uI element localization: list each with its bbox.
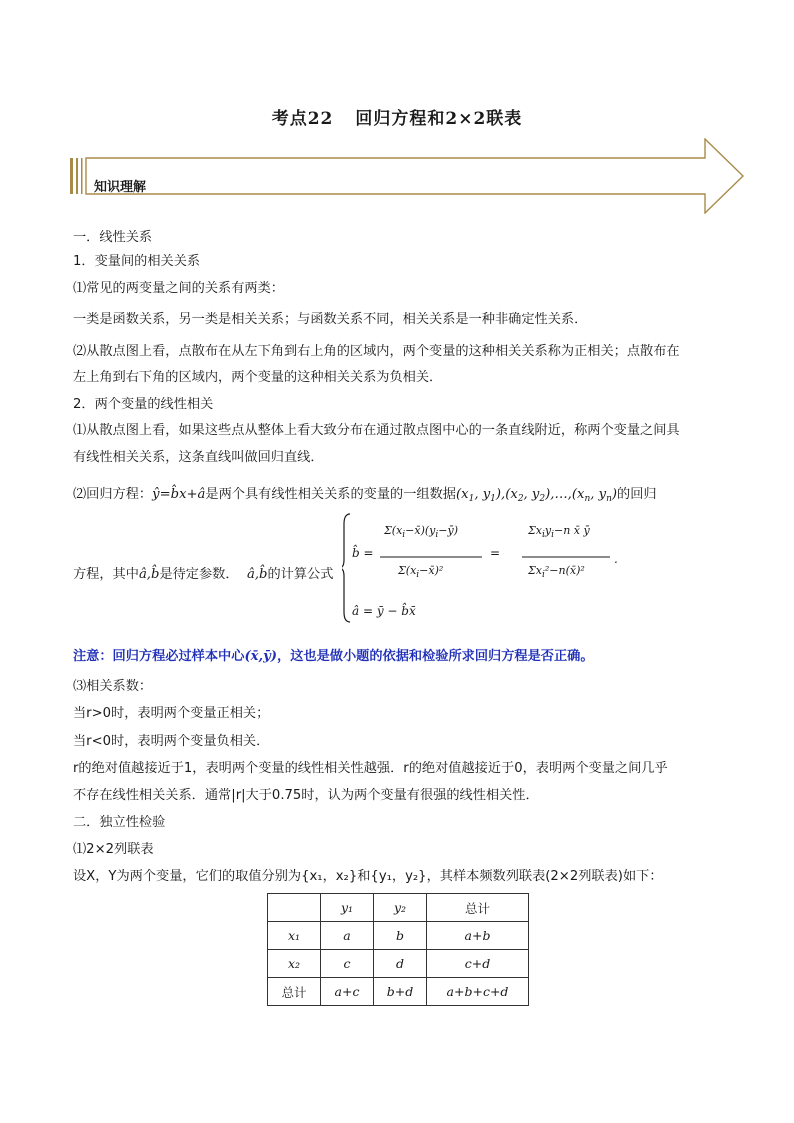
table-cell: y₁: [321, 894, 374, 922]
table-cell: a: [321, 922, 374, 950]
page-title: 考点22 回归方程和2×2联表: [271, 109, 523, 129]
text-line: r的绝对值越接近于1，表明两个变量的线性相关性越强．r的绝对值越接近于0，表明两个变量之间几乎: [73, 761, 668, 776]
text-line: 设X，Y为两个变量，它们的取值分别为{x₁，x₂}和{y₁，y₂}，其样本频数列联表(2×2列联表)如下：: [73, 869, 663, 884]
text-line: ⑴从散点图上看，如果这些点从整体上看大致分布在通过散点图中心的一条直线附近，称两个变量之间具: [73, 423, 680, 438]
table-cell: b+d: [374, 978, 427, 1006]
contingency-table: [267, 893, 529, 1006]
table-cell: c+d: [427, 950, 529, 978]
table-row: [268, 922, 529, 950]
table-cell: x₁: [268, 922, 321, 950]
banner-label: 知识理解: [94, 180, 147, 195]
heading-linear: 一．线性关系: [73, 230, 153, 245]
table-cell: b: [374, 922, 427, 950]
regression-equation-line: ⑵回归方程：ŷ=b̂x+â是两个具有线性相关关系的变量的一组数据($x_1$, $y_1),(x_2$, $y_2),\dots,(x_n$, $y_n$)的回归: [73, 487, 657, 504]
subheading-correlation-coefficient: ⑶相关系数：: [73, 679, 153, 694]
table-row: [268, 950, 529, 978]
table-cell: 总计: [268, 978, 321, 1006]
table-header-row: [268, 894, 529, 922]
subheading-linear-correlation: 2．两个变量的线性相关: [73, 397, 214, 412]
regression-formula: b̂ = $\Sigma(x_i-x̄)(y_i-ȳ)$ $\Sigma(x_i-x̄)^2$ = $\Sigma x_iy_i-n$ x̄ ȳ $\Sigma x_i^2-n(x̄)^2$ . â = ȳ − b̂x̄: [342, 512, 632, 624]
text-line: 不存在线性相关关系．通常|r|大于0.75时，认为两个变量有很强的线性相关性．: [73, 788, 539, 803]
parameter-line: 方程，其中â,b̂是待定参数． â,b̂的计算公式: [73, 567, 334, 582]
table-cell: d: [374, 950, 427, 978]
table-cell: a+b: [427, 922, 529, 950]
text-line: 左上角到右下角的区域内，两个变量的这种相关关系为负相关．: [73, 370, 443, 385]
text-line: 一类是函数关系，另一类是相关关系；与函数关系不同，相关关系是一种非确定性关系．: [73, 312, 588, 327]
text-line: 当r<0时，表明两个变量负相关．: [73, 734, 270, 749]
table-cell: c: [321, 950, 374, 978]
table-cell: y₂: [374, 894, 427, 922]
table-cell: x₂: [268, 950, 321, 978]
table-cell: a+c: [321, 978, 374, 1006]
heading-independence-test: 二．独立性检验: [73, 815, 166, 830]
table-cell: 总计: [427, 894, 529, 922]
text-line: 有线性相关关系，这条直线叫做回归直线．: [73, 450, 324, 465]
table-row: [268, 978, 529, 1006]
table-cell: [268, 894, 321, 922]
subheading-contingency-table: ⑴2×2列联表: [73, 842, 154, 857]
table-cell: a+b+c+d: [427, 978, 529, 1006]
text-line: ⑵从散点图上看，点散布在从左下角到右上角的区域内，两个变量的这种相关关系称为正相关；点散布在: [73, 344, 680, 359]
section-banner-arrow: [70, 138, 745, 214]
subheading-correlation: 1．变量间的相关关系: [73, 254, 201, 269]
text-line: ⑴常见的两变量之间的关系有两类：: [73, 281, 284, 296]
note-line: 注意：回归方程必过样本中心(x̄,ȳ)，这也是做小题的依据和检验所求回归方程是否正确。: [73, 649, 594, 664]
text-line: 当r>0时，表明两个变量正相关；: [73, 706, 270, 721]
